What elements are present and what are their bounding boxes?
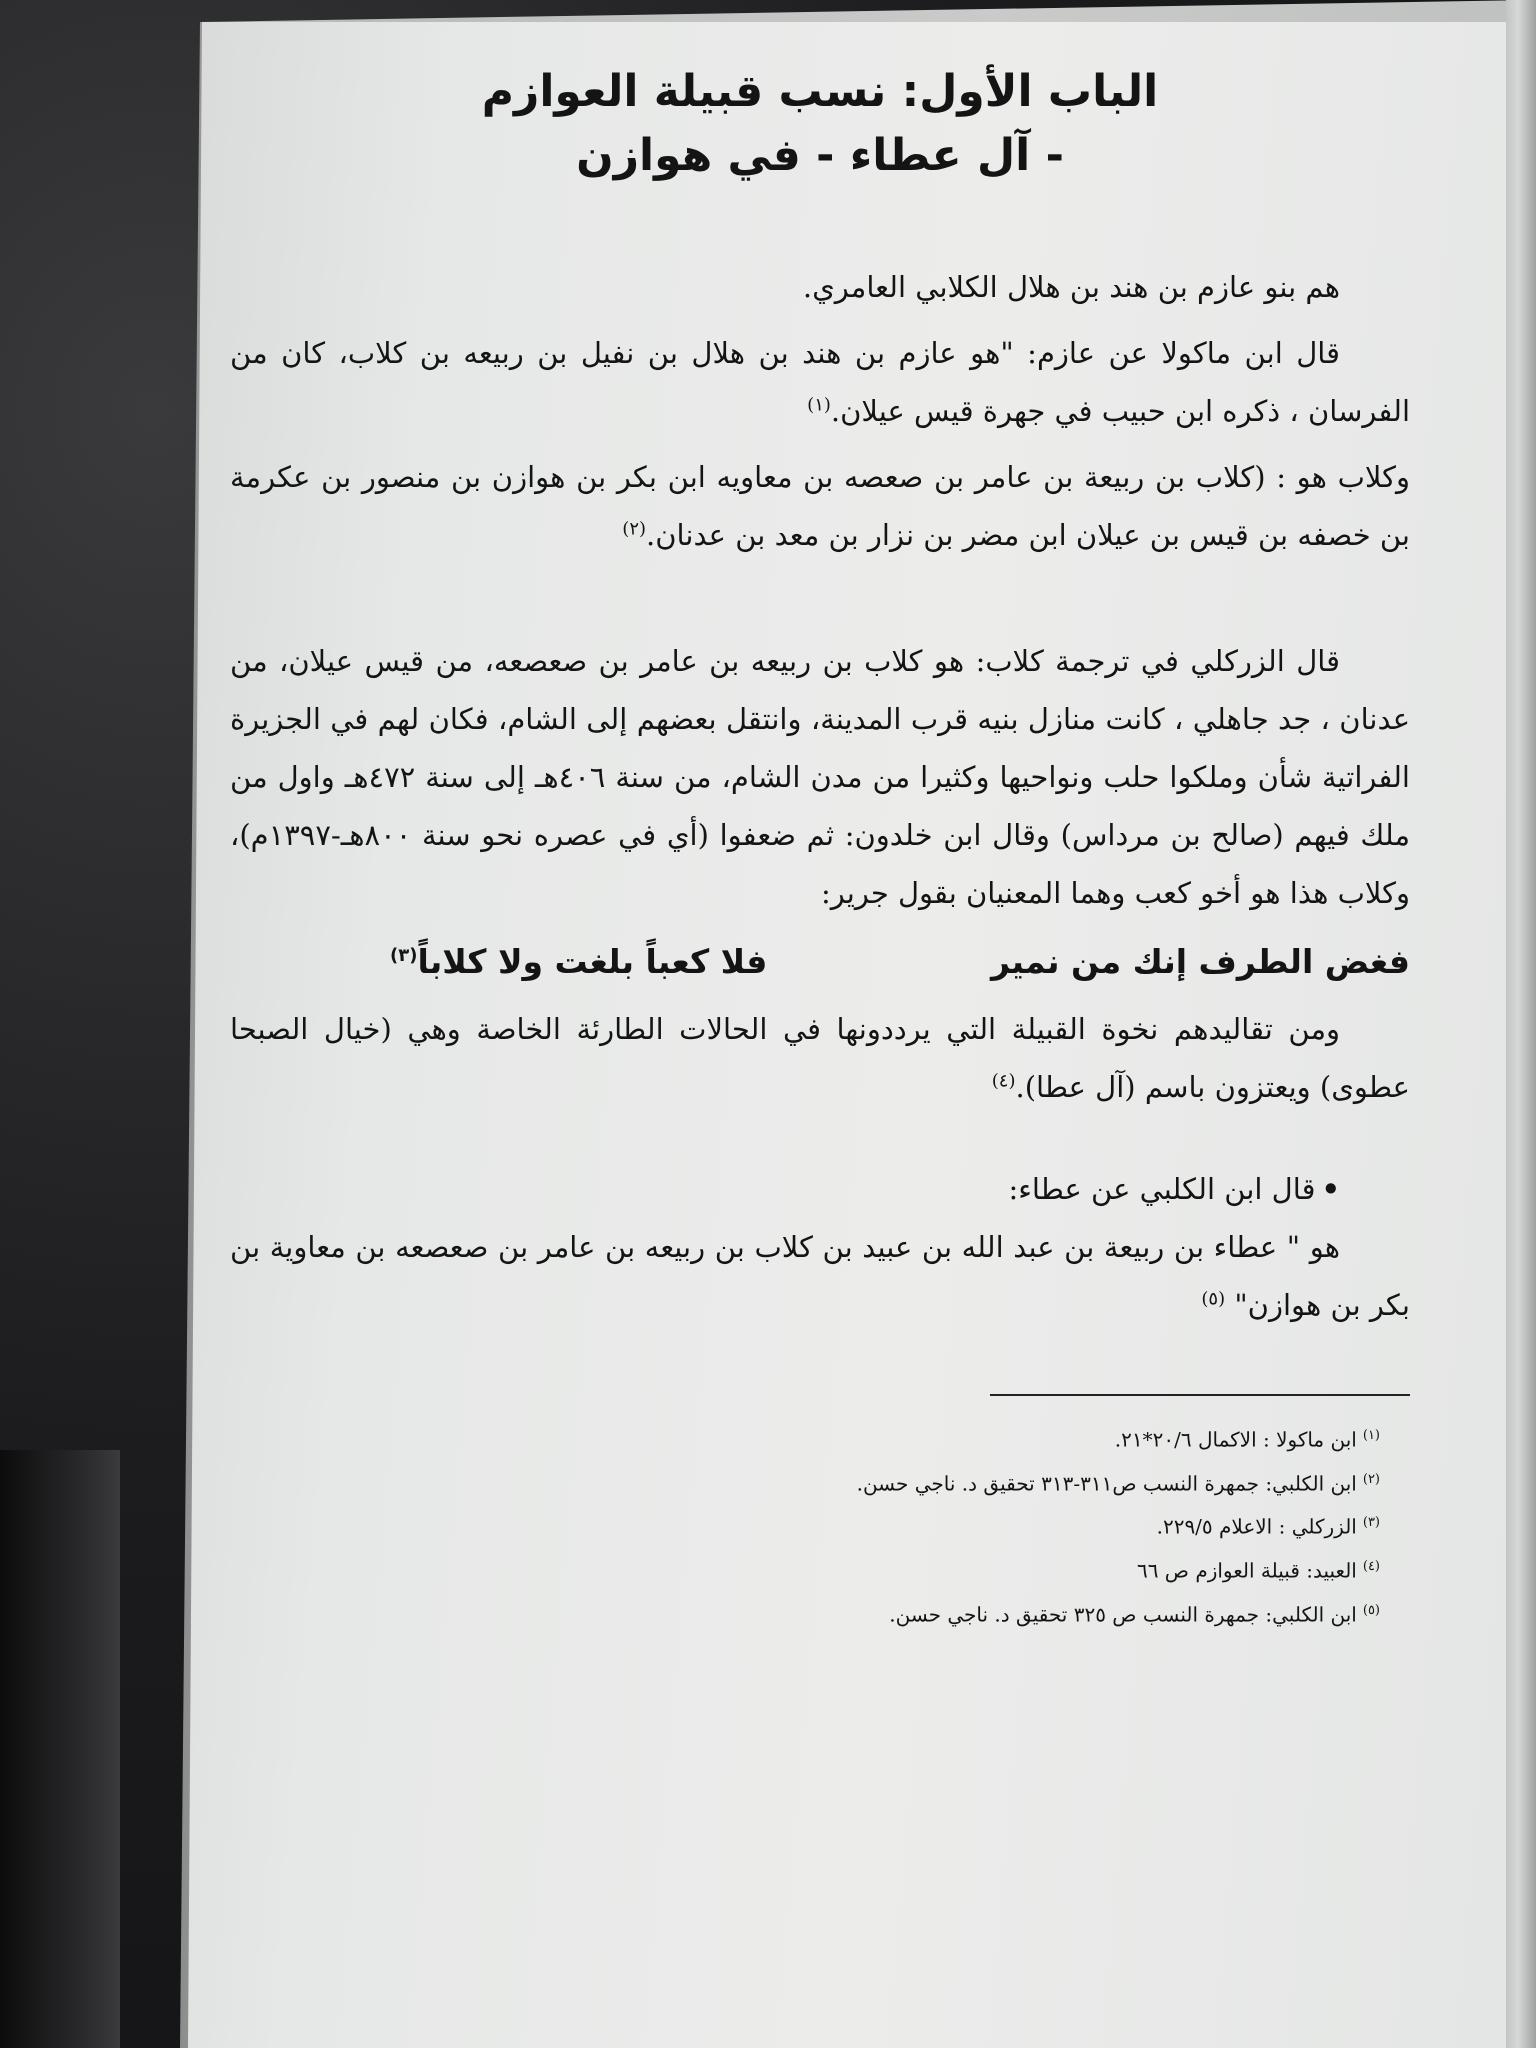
bullet-text: قال ابن الكلبي عن عطاء:: [1008, 1172, 1316, 1206]
paragraph-kilab-lineage: [230, 448, 1410, 564]
footnote-item: [230, 1547, 1380, 1591]
binder-edge: [0, 1450, 120, 2048]
paragraph-text: هم بنو عازم بن هند بن هلال الكلابي العامري.: [802, 270, 1340, 304]
bullet-dot-icon: •: [1321, 1172, 1340, 1206]
verse-second-hemistich: [390, 930, 767, 994]
page-stack-edge: [1506, 0, 1536, 2048]
footnote-text: ابن الكلبي: جمهرة النسب ص ٣٢٥ تحقيق د. ناجي حسن.: [889, 1602, 1357, 1627]
paragraph-text: هو " عطاء بن ربيعة بن عبد الله بن عبيد بن كلاب بن ربيعه بن عامر بن صعصعه بن معاوية بن بكر بن هوازن": [230, 1230, 1410, 1322]
paragraph-text: وكلاب هو : (كلاب بن ربيعة بن عامر بن صعصه بن معاويه ابن بكر بن هوازن بن منصور بن عكرمة بن خصفه بن قيس بن عيلان ابن مضر بن نزار بن معد بن عدنان.: [230, 460, 1410, 552]
paragraph-text: قال ابن ماكولا عن عازم: "هو عازم بن هند بن هلال بن نفيل بن ربيعه بن كلاب، كان من الفرسان ، ذكره ابن حبيب في جهرة قيس عيلان.: [230, 336, 1410, 428]
bullet-item: [230, 1160, 1410, 1218]
footnote-number: (١): [1362, 1428, 1380, 1443]
footnotes-list: [230, 1416, 1410, 1634]
footnote-text: ابن ماكولا : الاكمال ٢٠/٦*٢١.: [1114, 1427, 1357, 1452]
paragraph-zirikli: [230, 632, 1410, 922]
footnote-text: العبيد: قبيلة العوازم ص ٦٦: [1136, 1558, 1357, 1583]
footnote-ref: (٥): [1201, 1288, 1226, 1310]
chapter-title: الباب الأول: نسب قبيلة العوازم: [481, 66, 1159, 117]
footnote-number: (٤): [1362, 1558, 1380, 1574]
verse-first-hemistich: فغض الطرف إنك من نمير: [991, 942, 1410, 981]
paragraph-gap: [230, 1124, 1410, 1160]
footnote-ref: (١): [807, 394, 831, 416]
footnote-number: (٥): [1362, 1602, 1380, 1618]
paragraph-ibn-makula: [230, 324, 1410, 440]
paragraph-traditions: [230, 1000, 1410, 1116]
paragraph-text: ومن تقاليدهم نخوة القبيلة التي يرددونها في الحالات الطارئة الخاصة وهي (خيال الصبحا عطوى) ويعتزون باسم (آل عطا).: [230, 1012, 1410, 1104]
footnote-item: [230, 1460, 1380, 1504]
poetry-verse: [230, 930, 1410, 994]
verse-text: فلا كعباً بلغت ولا كلاباً: [417, 942, 768, 981]
footnote-item: [230, 1416, 1380, 1460]
chapter-subtitle: - آل عطاء - في هوازن: [576, 130, 1064, 181]
paragraph-gap: [230, 572, 1410, 632]
paragraph-ata-lineage: [230, 1218, 1410, 1334]
footnote-item: [230, 1503, 1380, 1547]
footnote-number: (٢): [1362, 1471, 1380, 1487]
footnote-ref: (٣): [390, 945, 418, 966]
footnote-divider: [990, 1394, 1410, 1396]
footnote-ref: (٤): [991, 1070, 1016, 1092]
footnote-ref: (٢): [622, 518, 647, 540]
footnote-text: الزركلي : الاعلام ٢٢٩/٥.: [1156, 1514, 1357, 1539]
paragraph-text: قال الزركلي في ترجمة كلاب: هو كلاب بن ربيعه بن عامر بن صعصعه، من قيس عيلان، من عدنان ، جد جاهلي ، كانت منازل بنيه قرب المدينة، وانتقل بعضهم إلى الشام، فكان لهم في الجزيرة الفراتية شأن وملكوا حلب ونواحيها وكثيرا من مدن الشام، من سنة ٤٠٦هـ إلى سنة ٤٧٢هـ واول من ملك فيهم (صالح بن مرداس) وقال ابن خلدون: ثم ضعفوا (أي في عصره نحو سنة ٨٠٠هـ-١٣٩٧م)، وكلاب هذا هو أخو كعب وهما المعنيان بقول جرير:: [230, 644, 1410, 910]
footnote-number: (٣): [1362, 1515, 1380, 1531]
page-content: [230, 60, 1410, 1634]
footnote-text: ابن الكلبي: جمهرة النسب ص٣١١-٣١٣ تحقيق د. ناجي حسن.: [856, 1471, 1357, 1496]
chapter-heading: [230, 60, 1410, 188]
footnote-item: [230, 1591, 1380, 1635]
paragraph-intro: [230, 258, 1410, 316]
